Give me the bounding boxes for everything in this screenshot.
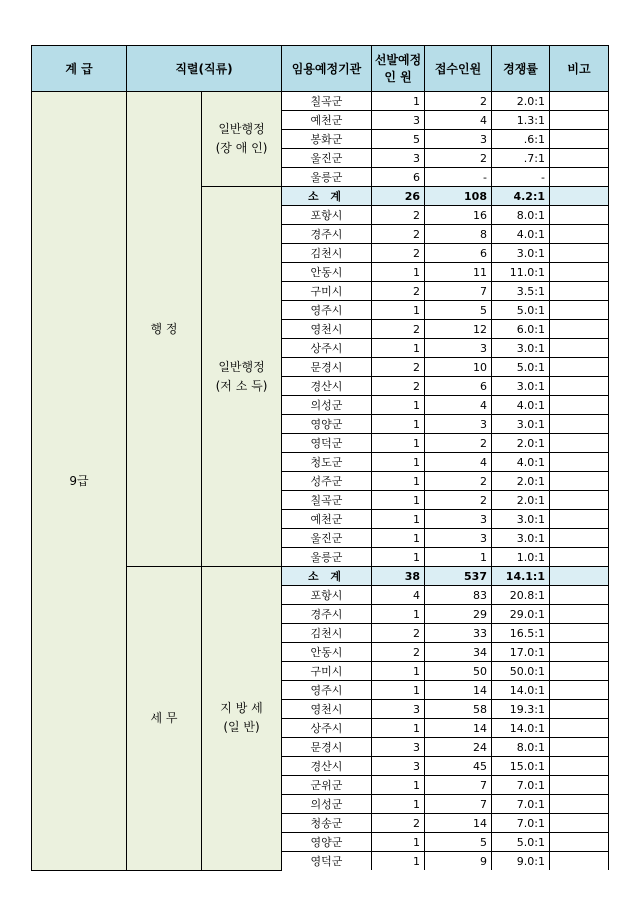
org-cell: 영주시 (282, 301, 372, 320)
applicants-cell: 7 (425, 776, 492, 795)
org-cell: 울진군 (282, 149, 372, 168)
applicants-cell: 2 (425, 434, 492, 453)
applicants-cell: 14 (425, 814, 492, 833)
selected-cell: 5 (372, 130, 425, 149)
note-cell (550, 263, 609, 282)
selected-cell: 2 (372, 814, 425, 833)
ratio-cell: 5.0:1 (492, 358, 550, 377)
selected-cell: 2 (372, 320, 425, 339)
ratio-cell: 4.0:1 (492, 396, 550, 415)
org-cell: 칠곡군 (282, 491, 372, 510)
field-tax: 세 무 (127, 567, 202, 871)
ratio-cell: 50.0:1 (492, 662, 550, 681)
applicants-cell: - (425, 168, 492, 187)
org-cell: 경산시 (282, 757, 372, 776)
recruitment-table (31, 45, 609, 871)
grade-cell: 9급 (32, 92, 127, 871)
applicants-cell: 29 (425, 605, 492, 624)
ratio-cell: 20.8:1 (492, 586, 550, 605)
selected-cell: 3 (372, 111, 425, 130)
applicants-cell: 4 (425, 396, 492, 415)
subgroup-lowincome (202, 187, 282, 567)
selected-cell: 3 (372, 149, 425, 168)
subgroup-lowincome-line1: 일반행정 (218, 359, 265, 374)
selected-cell: 2 (372, 244, 425, 263)
selected-cell: 1 (372, 776, 425, 795)
note-cell (550, 149, 609, 168)
org-cell: 상주시 (282, 719, 372, 738)
header-selected-line1: 선발예정 (374, 52, 422, 67)
applicants-cell: 3 (425, 130, 492, 149)
note-cell (550, 377, 609, 396)
applicants-cell: 1 (425, 548, 492, 567)
selected-cell: 1 (372, 662, 425, 681)
note-cell (550, 225, 609, 244)
org-cell: 영양군 (282, 415, 372, 434)
applicants-cell: 2 (425, 149, 492, 168)
org-cell: 영양군 (282, 833, 372, 852)
ratio-cell: 14.1:1 (492, 567, 550, 586)
note-cell (550, 453, 609, 472)
note-cell (550, 491, 609, 510)
note-cell (550, 776, 609, 795)
selected-cell: 2 (372, 206, 425, 225)
ratio-cell: 2.0:1 (492, 92, 550, 111)
selected-cell: 1 (372, 396, 425, 415)
header-org: 임용예정기관 (282, 46, 372, 92)
ratio-cell: 7.0:1 (492, 776, 550, 795)
selected-cell: 2 (372, 282, 425, 301)
subgroup-localtax-line2: (일 반) (223, 720, 260, 735)
applicants-cell: 10 (425, 358, 492, 377)
note-cell (550, 662, 609, 681)
note-cell (550, 244, 609, 263)
selected-cell: 2 (372, 643, 425, 662)
note-cell (550, 339, 609, 358)
selected-cell: 4 (372, 586, 425, 605)
selected-cell: 1 (372, 719, 425, 738)
selected-cell: 1 (372, 434, 425, 453)
ratio-cell: 1.0:1 (492, 548, 550, 567)
applicants-cell: 2 (425, 472, 492, 491)
selected-cell: 6 (372, 168, 425, 187)
note-cell (550, 358, 609, 377)
applicants-cell: 9 (425, 852, 492, 871)
ratio-cell: 29.0:1 (492, 605, 550, 624)
org-cell: 김천시 (282, 244, 372, 263)
org-cell: 영주시 (282, 681, 372, 700)
header-applicants: 접수인원 (425, 46, 492, 92)
applicants-cell: 50 (425, 662, 492, 681)
org-cell: 구미시 (282, 662, 372, 681)
selected-cell: 1 (372, 852, 425, 871)
selected-cell: 3 (372, 700, 425, 719)
ratio-cell: 4.2:1 (492, 187, 550, 206)
org-cell: 성주군 (282, 472, 372, 491)
note-cell (550, 130, 609, 149)
applicants-cell: 4 (425, 453, 492, 472)
note-cell (550, 624, 609, 643)
applicants-cell: 34 (425, 643, 492, 662)
org-cell: 김천시 (282, 624, 372, 643)
org-cell: 군위군 (282, 776, 372, 795)
ratio-cell: 2.0:1 (492, 491, 550, 510)
ratio-cell: 3.0:1 (492, 529, 550, 548)
org-cell: 구미시 (282, 282, 372, 301)
note-cell (550, 719, 609, 738)
selected-cell: 1 (372, 795, 425, 814)
subgroup-lowincome-line2: (저 소 득) (215, 378, 268, 393)
ratio-cell: 3.5:1 (492, 282, 550, 301)
applicants-cell: 16 (425, 206, 492, 225)
ratio-cell: 3.0:1 (492, 510, 550, 529)
applicants-cell: 3 (425, 529, 492, 548)
org-cell: 예천군 (282, 510, 372, 529)
note-cell (550, 301, 609, 320)
ratio-cell: 15.0:1 (492, 757, 550, 776)
ratio-cell: 11.0:1 (492, 263, 550, 282)
applicants-cell: 3 (425, 510, 492, 529)
note-cell (550, 434, 609, 453)
org-cell: 문경시 (282, 738, 372, 757)
org-cell: 경주시 (282, 225, 372, 244)
ratio-cell: 19.3:1 (492, 700, 550, 719)
ratio-cell: 3.0:1 (492, 377, 550, 396)
note-cell (550, 111, 609, 130)
applicants-cell: 11 (425, 263, 492, 282)
note-cell (550, 92, 609, 111)
applicants-cell: 7 (425, 282, 492, 301)
ratio-cell: 14.0:1 (492, 719, 550, 738)
org-cell: 울릉군 (282, 168, 372, 187)
table-body (32, 92, 609, 871)
selected-cell: 26 (372, 187, 425, 206)
applicants-cell: 24 (425, 738, 492, 757)
applicants-cell: 33 (425, 624, 492, 643)
header-row (32, 46, 609, 92)
org-cell: 안동시 (282, 263, 372, 282)
org-cell: 경주시 (282, 605, 372, 624)
ratio-cell: 5.0:1 (492, 833, 550, 852)
applicants-cell: 5 (425, 301, 492, 320)
selected-cell: 1 (372, 491, 425, 510)
ratio-cell: .7:1 (492, 149, 550, 168)
org-cell: 청송군 (282, 814, 372, 833)
subgroup-localtax (202, 567, 282, 871)
note-cell (550, 643, 609, 662)
header-note: 비고 (550, 46, 609, 92)
ratio-cell: 3.0:1 (492, 244, 550, 263)
ratio-cell: - (492, 168, 550, 187)
selected-cell: 2 (372, 358, 425, 377)
ratio-cell: 8.0:1 (492, 738, 550, 757)
applicants-cell: 7 (425, 795, 492, 814)
applicants-cell: 8 (425, 225, 492, 244)
org-cell: 의성군 (282, 795, 372, 814)
applicants-cell: 2 (425, 491, 492, 510)
subgroup-localtax-line1: 지 방 세 (220, 701, 263, 716)
org-cell: 상주시 (282, 339, 372, 358)
applicants-cell: 14 (425, 719, 492, 738)
selected-cell: 3 (372, 738, 425, 757)
note-cell (550, 396, 609, 415)
selected-cell: 38 (372, 567, 425, 586)
note-cell (550, 814, 609, 833)
selected-cell: 1 (372, 92, 425, 111)
ratio-cell: 3.0:1 (492, 415, 550, 434)
selected-cell: 1 (372, 301, 425, 320)
note-cell (550, 187, 609, 206)
org-cell: 칠곡군 (282, 92, 372, 111)
org-cell: 예천군 (282, 111, 372, 130)
applicants-cell: 6 (425, 377, 492, 396)
note-cell (550, 852, 609, 871)
applicants-cell: 14 (425, 681, 492, 700)
header-selected (372, 46, 425, 92)
ratio-cell: 3.0:1 (492, 339, 550, 358)
selected-cell: 1 (372, 510, 425, 529)
note-cell (550, 567, 609, 586)
org-cell: 봉화군 (282, 130, 372, 149)
note-cell (550, 415, 609, 434)
ratio-cell: 17.0:1 (492, 643, 550, 662)
ratio-cell: 16.5:1 (492, 624, 550, 643)
applicants-cell: 45 (425, 757, 492, 776)
note-cell (550, 510, 609, 529)
header-selected-line2: 인 원 (384, 69, 412, 84)
applicants-cell: 3 (425, 339, 492, 358)
org-cell: 의성군 (282, 396, 372, 415)
ratio-cell: 9.0:1 (492, 852, 550, 871)
subgroup-disabled (202, 92, 282, 187)
subgroup-disabled-line2: (장 애 인) (215, 141, 268, 155)
org-cell: 영천시 (282, 700, 372, 719)
note-cell (550, 833, 609, 852)
competition-table (31, 45, 609, 871)
org-cell: 울진군 (282, 529, 372, 548)
selected-cell: 2 (372, 225, 425, 244)
header-ratio: 경쟁률 (492, 46, 550, 92)
applicants-cell: 58 (425, 700, 492, 719)
note-cell (550, 681, 609, 700)
subgroup-disabled-line1: 일반행정 (218, 122, 265, 136)
selected-cell: 1 (372, 605, 425, 624)
ratio-cell: .6:1 (492, 130, 550, 149)
applicants-cell: 3 (425, 415, 492, 434)
org-cell: 안동시 (282, 643, 372, 662)
selected-cell: 2 (372, 624, 425, 643)
selected-cell: 1 (372, 681, 425, 700)
org-cell: 포항시 (282, 586, 372, 605)
org-cell: 경산시 (282, 377, 372, 396)
org-cell: 소 계 (282, 567, 372, 586)
applicants-cell: 83 (425, 586, 492, 605)
ratio-cell: 2.0:1 (492, 434, 550, 453)
org-cell: 영덕군 (282, 852, 372, 871)
applicants-cell: 5 (425, 833, 492, 852)
note-cell (550, 738, 609, 757)
applicants-cell: 12 (425, 320, 492, 339)
ratio-cell: 7.0:1 (492, 814, 550, 833)
org-cell: 영덕군 (282, 434, 372, 453)
ratio-cell: 2.0:1 (492, 472, 550, 491)
note-cell (550, 320, 609, 339)
org-cell: 영천시 (282, 320, 372, 339)
applicants-cell: 2 (425, 92, 492, 111)
org-cell: 소 계 (282, 187, 372, 206)
org-cell: 포항시 (282, 206, 372, 225)
ratio-cell: 6.0:1 (492, 320, 550, 339)
note-cell (550, 206, 609, 225)
applicants-cell: 6 (425, 244, 492, 263)
note-cell (550, 795, 609, 814)
note-cell (550, 529, 609, 548)
table-row (32, 92, 609, 111)
selected-cell: 1 (372, 415, 425, 434)
selected-cell: 1 (372, 453, 425, 472)
note-cell (550, 700, 609, 719)
header-grade: 계 급 (32, 46, 127, 92)
note-cell (550, 168, 609, 187)
ratio-cell: 5.0:1 (492, 301, 550, 320)
ratio-cell: 4.0:1 (492, 225, 550, 244)
note-cell (550, 548, 609, 567)
header-field: 직렬(직류) (127, 46, 282, 92)
selected-cell: 1 (372, 833, 425, 852)
note-cell (550, 282, 609, 301)
applicants-cell: 4 (425, 111, 492, 130)
org-cell: 문경시 (282, 358, 372, 377)
org-cell: 청도군 (282, 453, 372, 472)
selected-cell: 1 (372, 339, 425, 358)
applicants-cell: 108 (425, 187, 492, 206)
applicants-cell: 537 (425, 567, 492, 586)
selected-cell: 3 (372, 757, 425, 776)
selected-cell: 1 (372, 548, 425, 567)
org-cell: 울릉군 (282, 548, 372, 567)
note-cell (550, 472, 609, 491)
ratio-cell: 8.0:1 (492, 206, 550, 225)
note-cell (550, 586, 609, 605)
ratio-cell: 4.0:1 (492, 453, 550, 472)
selected-cell: 1 (372, 263, 425, 282)
selected-cell: 1 (372, 529, 425, 548)
ratio-cell: 7.0:1 (492, 795, 550, 814)
note-cell (550, 605, 609, 624)
selected-cell: 1 (372, 472, 425, 491)
ratio-cell: 14.0:1 (492, 681, 550, 700)
note-cell (550, 757, 609, 776)
ratio-cell: 1.3:1 (492, 111, 550, 130)
field-admin: 행 정 (127, 92, 202, 567)
selected-cell: 2 (372, 377, 425, 396)
